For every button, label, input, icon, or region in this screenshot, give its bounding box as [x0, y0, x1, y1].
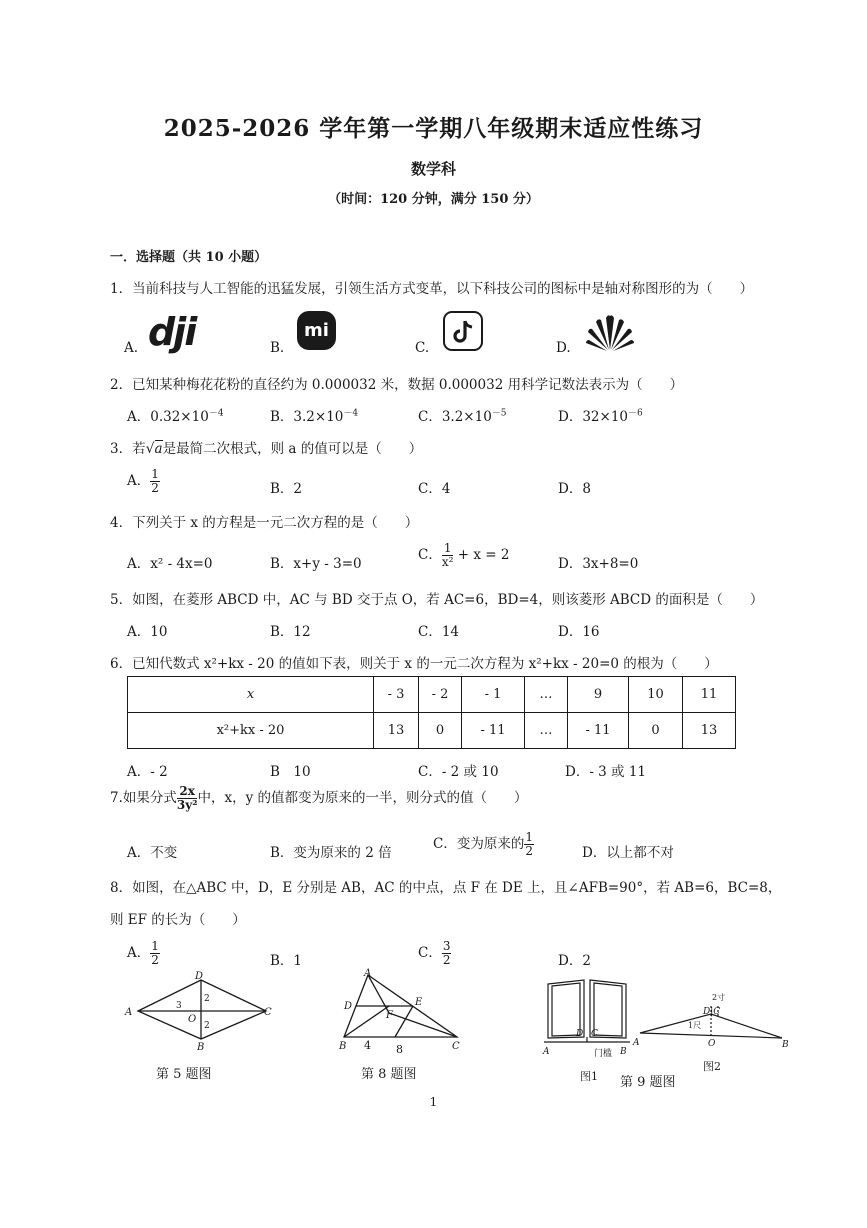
figure-9-caption: 第 9 题图	[620, 1075, 676, 1090]
q7-option-d: D．以上都不对	[582, 845, 674, 861]
fig9-label-b: B	[620, 1047, 627, 1057]
dji-logo-text: dji	[148, 310, 196, 354]
q2-option-a: A．$0.32\times 10^{-4}$	[127, 408, 224, 425]
figure-8-caption: 第 8 题图	[361, 1067, 417, 1082]
page-number: 1	[429, 1095, 438, 1109]
q4-option-b: B．x+y - 3=0	[270, 556, 362, 572]
table-cell: - 1	[462, 677, 525, 713]
q3-option-d: D．8	[558, 481, 591, 497]
subject-heading: 数学科	[410, 160, 456, 178]
q6-option-d: D．- 3 或 11	[565, 764, 647, 780]
q7-option-a: A．不变	[127, 845, 178, 861]
table-cell: x²+kx - 20	[128, 713, 374, 749]
table-cell: - 11	[568, 713, 629, 749]
value-table	[127, 676, 736, 749]
q8-option-d: D．2	[558, 953, 591, 969]
fig5-label-3: 3	[176, 1001, 182, 1011]
xiaomi-logo-text: mi	[304, 320, 329, 341]
fig9-label-c: C	[591, 1029, 598, 1039]
q7-option-c: C．变为原来的 $\frac{1}{2}$	[433, 830, 533, 858]
fig8-label-4: 4	[364, 1039, 371, 1052]
question-4-stem: 4．下列关于 x 的方程是一元二次方程的是（ ）	[110, 515, 419, 531]
fig8-label-8: 8	[396, 1043, 403, 1056]
figure-8-triangle	[333, 965, 468, 1057]
table-cell: 10	[629, 677, 683, 713]
question-5-stem: 5．如图，在菱形 ABCD 中，AC 与 BD 交于点 O，若 AC=6，BD=4，则该菱形 ABCD 的面积是（ ）	[110, 592, 764, 608]
q6-option-a: A．- 2	[127, 764, 168, 780]
q1-option-a: A.	[124, 340, 139, 356]
table-cell: - 11	[462, 713, 525, 749]
question-3-stem: 3．若√a是最简二次根式，则 a 的值可以是（ ）	[110, 441, 423, 457]
q6-option-b: B 10	[270, 764, 311, 780]
question-2-stem: 2．已知某种梅花花粉的直径约为 0.000032 米，数据 0.000032 用科学记数法表示为（ ）	[110, 377, 684, 393]
figure-9-door	[540, 972, 635, 1062]
q3-option-b: B．2	[270, 481, 303, 497]
dji-logo-icon	[148, 312, 195, 352]
table-cell: 13	[683, 713, 736, 749]
xiaomi-logo-icon	[297, 311, 336, 350]
huawei-logo-icon	[584, 312, 636, 356]
fig5-label-d: D	[195, 971, 204, 982]
figure-9-sub1: 图1	[580, 1070, 598, 1083]
q1-option-c: C.	[415, 340, 430, 356]
fig9-label-door: 门槛	[594, 1049, 613, 1059]
question-1-stem: 1．当前科技与人工智能的迅猛发展，引领生活方式变革，以下科技公司的图标中是轴对称图形的为（ ）	[110, 281, 754, 297]
fig8-label-a: A	[364, 968, 372, 979]
table-cell: 13	[374, 713, 419, 749]
table-cell: …	[525, 713, 568, 749]
figure-9-diagram	[632, 988, 794, 1048]
q5-option-d: D．16	[558, 624, 600, 640]
q1-option-d: D.	[556, 340, 571, 356]
q3-option-a: A． $\frac{1}{2}$	[127, 467, 159, 495]
fig5-label-b: B	[197, 1042, 205, 1052]
q8-option-b: B．1	[270, 953, 303, 969]
q4-option-d: D．3x+8=0	[558, 556, 639, 572]
q8-option-a: A． $\frac{1}{2}$	[127, 939, 159, 967]
table-cell: …	[525, 677, 568, 713]
fig9-label-b2: B	[782, 1040, 789, 1048]
question-6-stem: 6．已知代数式 x²+kx - 20 的值如下表，则关于 x 的一元二次方程为 x²+kx - 20=0 的根为（ ）	[110, 656, 718, 672]
table-cell: 11	[683, 677, 736, 713]
fig5-label-o: O	[188, 1014, 197, 1025]
fig9-label-a: A	[543, 1047, 550, 1057]
table-cell: x	[128, 677, 374, 713]
fig5-label-2a: 2	[204, 994, 210, 1004]
fig8-label-f: F	[386, 1010, 393, 1021]
sqrt-radicand: a	[154, 441, 163, 457]
question-8-stem-line1: 8．如图，在△ABC 中，D，E 分别是 AB，AC 的中点，点 F 在 DE 上，且∠AFB=90°，若 AB=6，BC=8，	[110, 880, 782, 896]
figure-5-rhombus	[120, 968, 280, 1052]
table-row	[128, 713, 736, 749]
q2-option-d: D．$32\times 10^{-6}$	[558, 408, 643, 425]
fig8-label-e: E	[415, 997, 423, 1008]
fig5-label-a: A	[125, 1007, 133, 1018]
tiktok-logo-icon	[443, 311, 483, 351]
fig8-label-b: B	[339, 1041, 347, 1052]
q4-option-c: C． $\frac{1}{\text{x²}}$ + x = 2	[418, 541, 510, 569]
fig9-label-dc: D|C	[703, 1007, 721, 1017]
time-note: （时间：120 分钟，满分 150 分）	[328, 192, 539, 207]
q6-option-c: C．- 2 或 10	[418, 764, 499, 780]
q2-option-c: C．$3.2\times 10^{-5}$	[418, 408, 507, 425]
table-cell: 0	[629, 713, 683, 749]
table-cell: 9	[568, 677, 629, 713]
question-8-stem-line2: 则 EF 的长为（ ）	[110, 912, 246, 928]
fig9-label-o: O	[708, 1039, 716, 1048]
fig8-label-d: D	[344, 1001, 353, 1012]
fig8-label-c: C	[452, 1041, 460, 1052]
q3-option-c: C．4	[418, 481, 451, 497]
fig9-label-d: D	[576, 1029, 584, 1039]
q8-option-c: C． $\frac{3}{2}$	[418, 939, 451, 967]
page-title: 2025-2026 学年第一学期八年级期末适应性练习	[163, 115, 704, 142]
fig9-label-cun: 2寸	[712, 993, 726, 1002]
q7-option-b: B．变为原来的 2 倍	[270, 845, 392, 861]
table-cell: 0	[419, 713, 462, 749]
q5-option-b: B．12	[270, 624, 311, 640]
q5-option-a: A．10	[127, 624, 168, 640]
fig9-label-a2: A	[633, 1038, 640, 1048]
q1-option-b: B.	[270, 340, 285, 356]
figure-5-caption: 第 5 题图	[156, 1067, 212, 1082]
table-cell: - 2	[419, 677, 462, 713]
fig9-label-chi: 1尺	[688, 1021, 702, 1030]
fig5-label-2b: 2	[204, 1021, 210, 1031]
figure-9-sub2: 图2	[703, 1060, 721, 1073]
table-row	[128, 677, 736, 713]
question-7-stem: 7.如果分式 $\frac{2x}{\text{3y²}}$ 中，x，y 的值都变为原来的一半，则分式的值（ ）	[110, 784, 528, 812]
fig5-label-c: C	[264, 1007, 272, 1018]
q4-option-a: A．x² - 4x=0	[127, 556, 213, 572]
table-cell: - 3	[374, 677, 419, 713]
section-heading: 一．选择题（共 10 小题）	[110, 250, 268, 265]
q2-option-b: B．$3.2\times 10^{-4}$	[270, 408, 359, 425]
q5-option-c: C．14	[418, 624, 460, 640]
